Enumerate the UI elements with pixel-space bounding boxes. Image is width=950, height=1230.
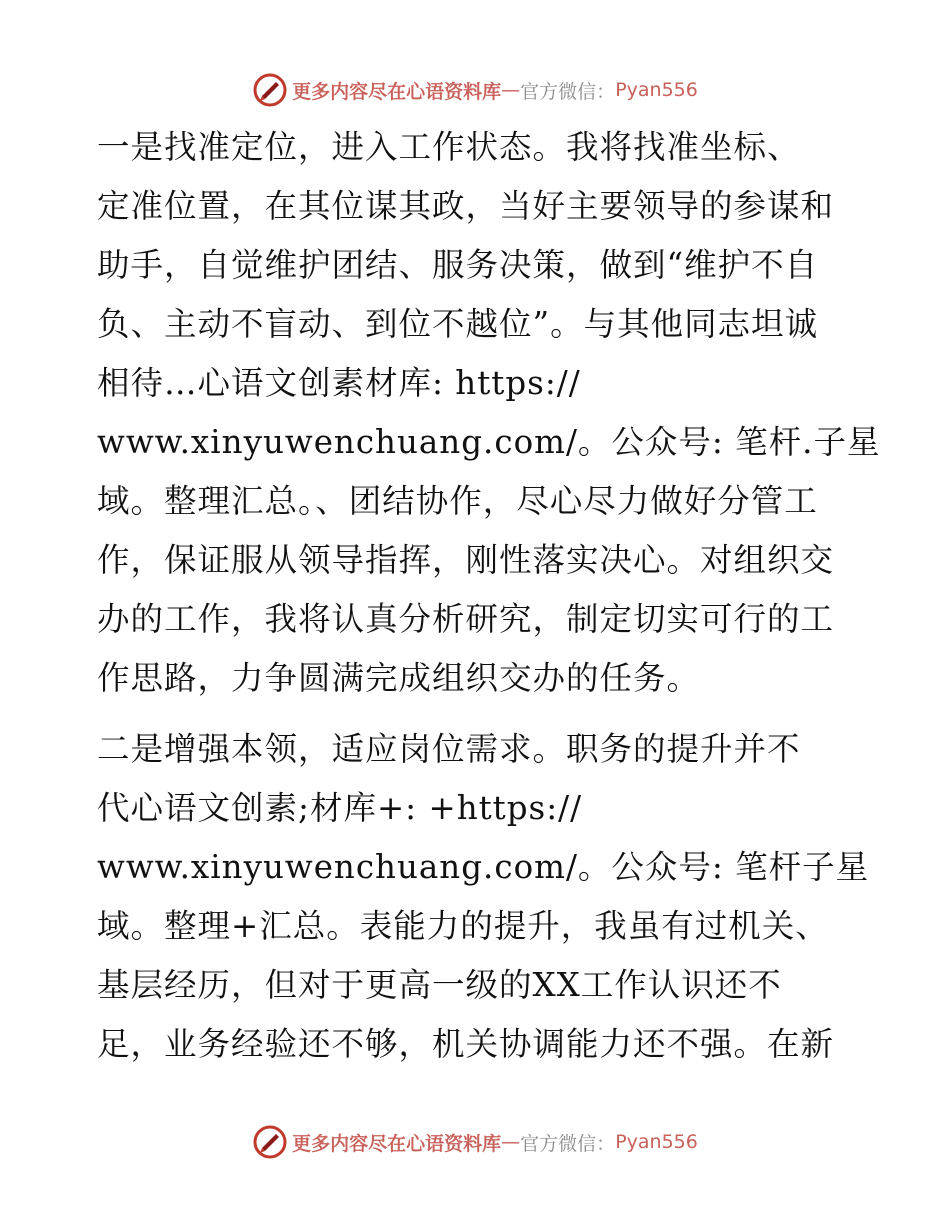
text-line: 相待…心语文创素材库: https:// bbox=[97, 364, 581, 402]
document-body bbox=[97, 118, 881, 1086]
banner-main-text: 更多内容尽在心语资料库 bbox=[292, 1132, 502, 1155]
text-line: 足，业务经验还不够，机关协调能力还不强。在新 bbox=[97, 1025, 835, 1063]
text-line: 二是增强本领，适应岗位需求。职务的提升并不 bbox=[97, 730, 801, 768]
text-line: 基层经历，但对于更高一级的XX工作认识还不 bbox=[97, 966, 782, 1004]
paragraph-1 bbox=[97, 118, 881, 708]
banner-main-text: 更多内容尽在心语资料库 bbox=[292, 80, 502, 103]
text-line: 代心语文创素;材库+: +https:// bbox=[97, 789, 583, 827]
brand-logo-icon bbox=[252, 72, 288, 108]
banner-separator: — bbox=[501, 79, 521, 101]
text-line: 域。整理汇总。、团结协作，尽心尽力做好分管工 bbox=[97, 482, 818, 520]
text-line: www.xinyuwenchuang.com/。公众号: 笔杆.子星 bbox=[97, 423, 881, 461]
text-line: 负、主动不盲动、到位不越位”。与其他同志坦诚 bbox=[97, 305, 819, 343]
text-line: 作，保证服从领导指挥，刚性落实决心。对组织交 bbox=[97, 541, 835, 579]
footer-banner bbox=[0, 1124, 950, 1160]
text-line: 作思路，力争圆满完成组织交办的任务。 bbox=[97, 659, 701, 697]
text-line: 定准位置，在其位谋其政，当好主要领导的参谋和 bbox=[97, 187, 835, 225]
text-line: 办的工作，我将认真分析研究，制定切实可行的工 bbox=[97, 600, 835, 638]
text-line: www.xinyuwenchuang.com/。公众号: 笔杆子星 bbox=[97, 848, 870, 886]
banner-wechat-label: 官方微信： bbox=[520, 1132, 616, 1155]
header-banner bbox=[0, 72, 950, 108]
banner-separator: — bbox=[501, 1131, 521, 1153]
paragraph-2 bbox=[97, 720, 870, 1074]
text-line: 域。整理+汇总。表能力的提升，我虽有过机关、 bbox=[97, 907, 829, 945]
banner-wechat-label: 官方微信： bbox=[520, 80, 616, 103]
banner-wechat-id: Pyan556 bbox=[615, 79, 698, 101]
brand-logo-icon bbox=[252, 1124, 288, 1160]
text-line: 一是找准定位，进入工作状态。我将找准坐标、 bbox=[97, 128, 801, 166]
text-line: 助手，自觉维护团结、服务决策，做到“维护不自 bbox=[97, 246, 819, 284]
banner-wechat-id: Pyan556 bbox=[615, 1131, 698, 1153]
